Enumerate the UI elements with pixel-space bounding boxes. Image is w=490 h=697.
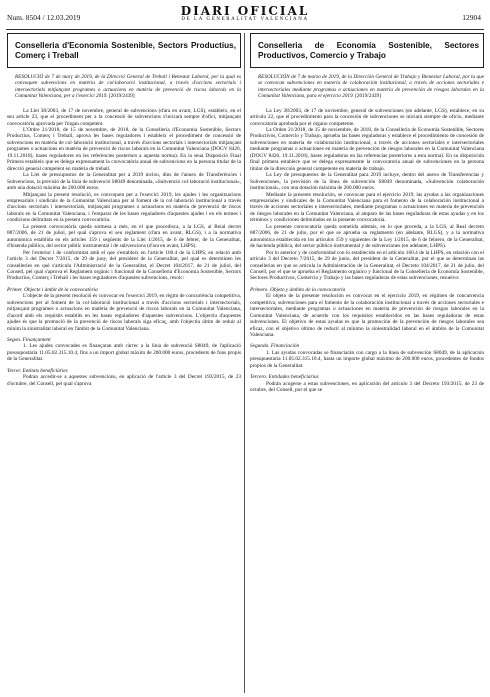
page-header (0, 0, 490, 28)
gazette-logo (0, 4, 490, 22)
body-paragraph: La Orden 21/2018, de 15 de noviembre, de 2018, de la Conselleria de Economía Sostenible, Sectores Productivos, Comercio y Trabajo, aprueba las bases reguladoras y establece el procedimiento de concesión de subvenciones en materia de colaboración institucional, a través de acciones sectoriales e intersectoriales mediante programas o actuaciones en materia de prevención de riesgos laborales en la Comunitat Valenciana (DOGV 8426, 19.11.2018), bases reguladoras en las referencias posteriores a esta norma). En su disposición final primera establece que se delega expresamente la convocatoria anual de subvenciones en la persona titular de la dirección general competente en materia de trabajo. (250, 126, 484, 172)
body-paragraph: Por lo anterior y de conformidad con lo establecido en el artículo 160.4 de la LHPS, en relación con el artículo 3 del Decreto 7/2015, de 29 de junio, del president de la Generalitat, por el que se determinan las consellerias en que se articula la Administración de la Generalitat, el Decreto 104/2017, de 21 de julio, del Consell, por el que se aprueba el Reglamento orgánico y funcional de la Conselleria de Economía Sostenible, Sectores Productivos, Comercio y Trabajo y las bases reguladoras de estas subvenciones, resuelvo: (250, 249, 484, 282)
column-body (250, 108, 484, 394)
column-valencian (7, 33, 241, 693)
body-paragraph: La Llei 38/2003, de 17 de novembre, general de subvencions (d'ara en avant, LGS), estableix, en el seu article 23, que el procediment per a la concessió de subvencions s'iniciarà sempre d'ofici, mitjançant convocatòria aprovada per l'òrgan competent. (7, 107, 241, 127)
body-paragraph: 1. Las ayudas convocadas se financiarán con cargo a la línea de subvención S8049, de la aplicación presupuestaria 11.05.02.315.10.4, hasta un importe global máximo de 200.000 euros, procedentes de fondos propios de la Generalitat. (250, 349, 484, 369)
resolution-summary (15, 74, 241, 100)
department-box: Conselleria d'Economia Sostenible, Sectors Productius, Comerç i Treball (7, 33, 241, 68)
body-paragraph: L'objecte de la present resolució és convocar en l'exercici 2019, en règim de concurrència competitiva, subvencions per al foment de la col·laboració institucional a través d'accions sectorials i intersectorials, mitjançant programes o actuacions en matèria de prevenció de riscos laborals en la Comunitat Valenciana, d'acord amb els requisits establits en les bases reguladores d'aquestes subvencions. L'objectiu d'aquestes ajudes és que la promoció de la prevenció de riscos laborals siga eficaç, amb l'objectiu últim de reduir al mínim la sinistralitat laboral en l'àmbit de la Comunitat Valenciana. (7, 293, 241, 332)
gazette-logo-subtitle: DE LA GENERALITAT VALENCIANA (181, 17, 309, 22)
section-heading: Segon. Finançament (7, 337, 51, 344)
body-paragraph: La presente convocatoria queda sometida además, en lo que proceda, a la LGS, al Real decreto 887/2006, de 21 de julio, por el que se aprueba su reglamento (en adelante, RLGS), y a la normativa autonómica establecida en los artículos 159 y siguientes de la Ley 1/2015, de 6 de febrero, de la Generalitat, de hacienda pública, del sector público instrumental y de subvenciones (en adelante, LHPS). (250, 223, 484, 250)
section-heading: Tercero. Entidades beneficiarias (250, 374, 319, 381)
column-body (7, 108, 241, 388)
page-number: 12904 (462, 13, 481, 22)
resolution-reference: [2019/2439] (108, 93, 135, 100)
body-paragraph: La Ley de presupuestos de la Generalitat para 2019 incluye, dentro del anexo de Transferencias y Subvenciones, la previsión de la línea de subvención S8049 denominada, «Subvención colaboración institucional», con una dotación máxima de 200.000 euros. (250, 172, 484, 192)
column-spanish (250, 33, 484, 693)
department-box: Conselleria de Economía Sostenible, Sectores Productivos, Comercio y Trabajo (250, 33, 484, 68)
section-heading: Primer. Objecte i àmbit de la convocatòria (7, 286, 98, 293)
body-paragraph: Per l'exterior i de conformitat amb el que s'estableix en l'article 160.4 de la LHPS, en relació amb l'article 3 del Decret 7/2015, de 29 de juny, del president de la Generalitat, pel qual es determinen les conselleries en què s'articula l'Administració de la Generalitat, el Decret 104/2017, de 21 de juliol, del Consell, pel qual s'aprova el Reglament orgànic i funcional de la Conselleria d'Economia Sostenible, Sectors Productius, Comerç i Treball i les bases reguladores d'aquestes subvencions, resolc: (7, 249, 241, 282)
resolution-reference: [2019/2439] (355, 93, 381, 100)
body-paragraph: 1. Les ajudes convocades es finançaran amb càrrec a la línia de subvenció S8049, de l'aplicació pressupostària 11.05.02.315.10.4, fins a un import global màxim de 200.000 euros, procedents de fons propis de la Generalitat. (7, 343, 241, 363)
section-heading: Segundo. Financiación (250, 343, 300, 350)
body-paragraph: Mitjançant la present resolució, es convoquen per a l'exercici 2019, les ajudes i les organitzacions empresarials i sindicals de la Comunitat Valenciana per al foment de la col·laboració institucional a través d'accions sectorials i intersectorials, mitjançant programes o actuacions en matèria de prevenció de riscos laborals en la Comunitat Valenciana, i l'emparar de les bases reguladores d'aquestes ajudes i en els termes i condicions delimitats en la present convocatòria. (7, 191, 241, 224)
body-paragraph: Podran accedir-se a aquestes subvencions, en aplicació de l'article 3 del Decret 193/2015, de 23 d'octubre, del Consell, pel qual s'aprova (7, 374, 241, 387)
gazette-logo-title: DIARI OFICIAL (180, 4, 310, 18)
body-paragraph: La Llei de pressupostos de la Generalitat per a 2019 inclou, dins de l'annex de Transferències i Subvencions, la previsió de la línia de subvenció S8049 denominada, «Subvenció col·laboració institucional», amb una dotació màxima de 200.000 euros. (7, 172, 241, 192)
body-paragraph: La present convocatòria queda sotmesa a més, en el que procedisca, a la LGS, al Reial decret 887/2006, de 21 de juliol, pel qual s'aprova el seu reglament (d'ara en avant, RLGS), i a la normativa autonòmica establida en els articles 159 i següents de la Llei 1/2015, de 6 de febrer, de la Generalitat, d'hisenda pública, del sector públic instrumental i de subvencions (d'ara en avant, LHPS). (7, 223, 241, 250)
section-heading: Primero. Objeto y ámbito de la convocatoria (250, 286, 346, 293)
header-rule (6, 29, 484, 30)
body-paragraph: Podrán acogerse a estas subvenciones, en aplicación del artículo 3 del Decreto 193/2015, de 23 de octubre, del Consell, por el que se (250, 380, 484, 394)
issue-number: Num. 8504 / 12.03.2019 (7, 13, 81, 22)
resolution-summary-text: RESOLUCIÓN de 7 de marzo de 2019, de la Dirección General de Trabajo y Bienestar Laboral, por la que se convocan subvenciones en materia de colaboración institucional, a través de acciones sectoriales e intersectoriales mediante programas o actuaciones en materia de prevención de riesgos laborales en la Comunitat Valenciana, para el ejercicio 2019. (258, 74, 484, 100)
resolution-summary (258, 74, 484, 100)
column-divider (244, 33, 245, 693)
body-paragraph: El objeto de la presente resolución es convocar en el ejercicio 2019, en régimen de concurrencia competitiva, subvenciones para el fomento de la colaboración institucional a través de acciones sectoriales e intersectoriales, mediante programas o actuaciones en materia de prevención de riesgos laborales en la Comunitat Valenciana, de acuerdo con los requisitos establecidos en las bases reguladoras de estas subvenciones. El objetivo de estas ayudas es que la promoción de la prevención de riesgos laborales sea eficaz, con el objetivo último de reducir al mínimo la siniestralidad laboral en el ámbito de la Comunitat Valenciana. (250, 293, 484, 339)
resolution-summary-text: RESOLUCIÓ de 7 de març de 2019, de la Direcció General de Treball i Benestar Laboral, per la qual es convoquen subvencions en matèria de col·laboració institucional, a través d'accions sectorials i intersectorials mitjançant programes o actuacions en matèria de prevenció de riscos laborals en la Comunitat Valenciana, per a l'exercici 2019. (15, 74, 241, 100)
body-paragraph: La Ley 38/2003, de 17 de noviembre, general de subvenciones (en adelante, LGS), establece, en su artículo 22, que el procedimiento para la concesión de subvenciones se iniciará siempre de oficio, mediante convocatoria aprobada por el órgano competente. (250, 107, 484, 127)
body-paragraph: L'Ordre 21/2018, de 15 de novembre, de 2018, de la Conselleria d'Economia Sostenible, Sectors Productius, Comerç i Treball, aprova les bases reguladores i estableix el procediment de concessió de subvencions en matèria de col·laboració institucional, a través d'accions sectorials i intersectorials mitjançant programes o actuacions en matèria de prevenció de riscos laborals en la Comunitat Valenciana (DOGV 8426, 19.11.2018), bases reguladores en les referències posteriors a aquesta norma). En la seua Disposició Final Primera estableix que es delega expressament la convocatòria anual de subvencions en la persona titular de la direcció general competent en matèria de treball. (7, 126, 241, 172)
body-paragraph: Mediante la presente resolución, se convocan para el ejercicio 2019, las ayudas a las organizaciones empresariales y sindicales de la Comunitat Valenciana para el fomento de la colaboración institucional a través de acciones sectoriales e intersectoriales, mediante programas o actuaciones en materia de prevención de riesgos laborales en la Comunitat Valenciana, al amparo de las bases reguladoras de estas ayudas y en los términos y condiciones delimitados en la presente convocatoria. (250, 191, 484, 224)
section-heading: Tercer. Entitats beneficiàries (7, 367, 68, 374)
